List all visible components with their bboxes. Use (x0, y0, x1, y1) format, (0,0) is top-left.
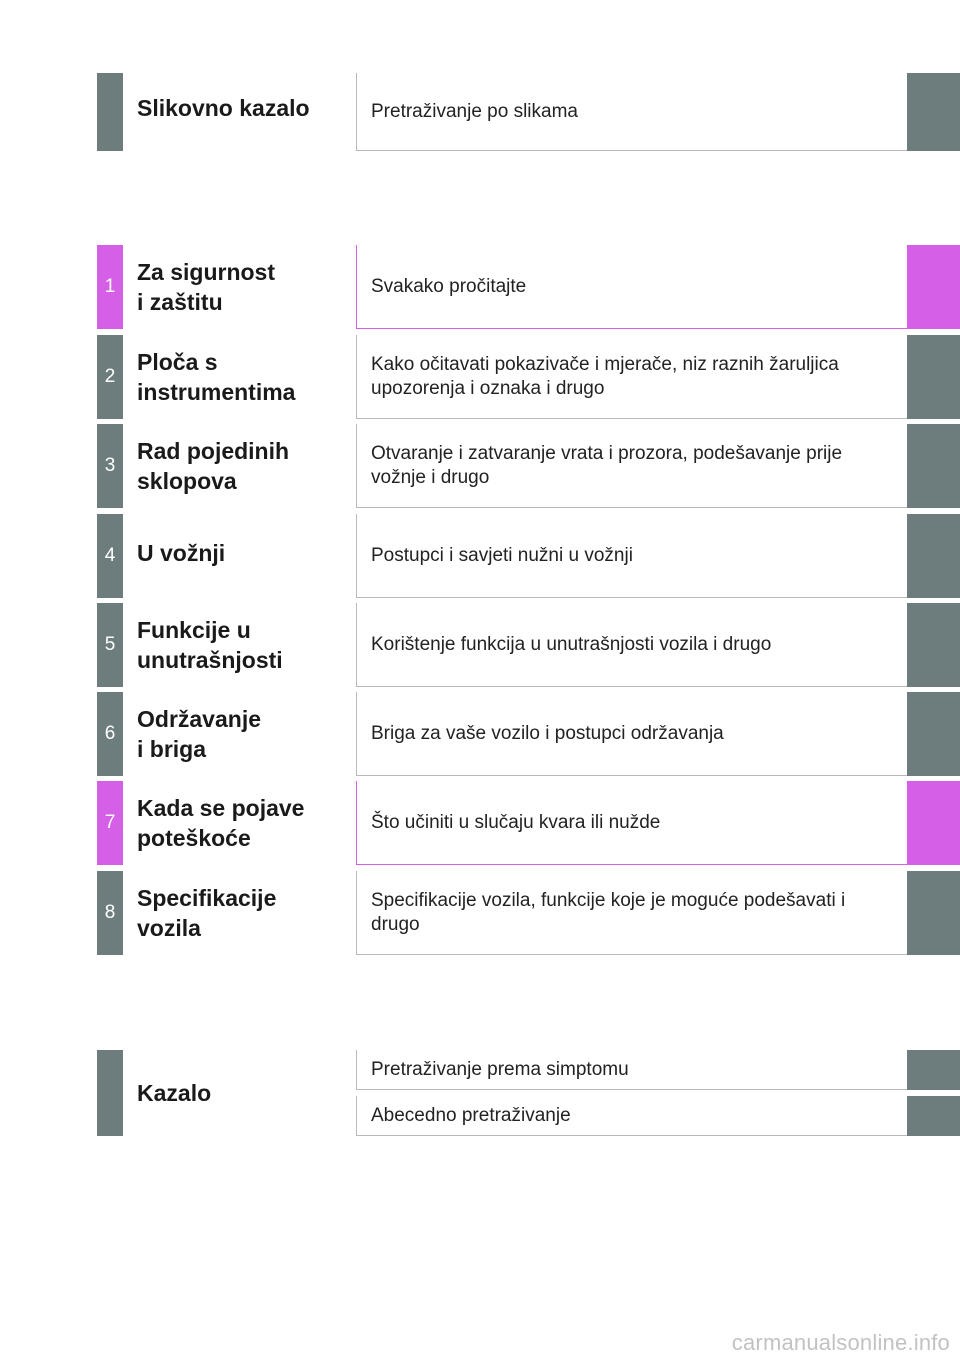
chapter-row-7[interactable] (97, 781, 960, 865)
chapter-row-6[interactable] (97, 692, 960, 776)
chapter-title: Funkcije u unutrašnjosti (137, 617, 283, 673)
chapter-title: Kada se pojave poteškoće (137, 795, 305, 851)
chapter-title: Specifikacije vozila (137, 885, 277, 941)
chapter-row-8[interactable] (97, 871, 960, 955)
index-item-label: Pretraživanje prema simptomu (356, 1050, 907, 1090)
chapter-right-tab[interactable] (907, 245, 960, 329)
picture-index-left-tab (97, 73, 123, 151)
chapter-number: 8 (97, 871, 123, 955)
watermark: carmanualsonline.info (731, 1330, 950, 1355)
chapter-right-tab[interactable] (907, 335, 960, 419)
chapter-right-tab[interactable] (907, 514, 960, 598)
chapter-row-1[interactable] (97, 245, 960, 329)
chapter-number: 7 (97, 781, 123, 865)
chapter-title: Ploča s instrumentima (137, 349, 296, 405)
chapter-title: Održavanje i briga (137, 706, 261, 762)
chapter-description: Postupci i savjeti nužni u vožnji (356, 514, 907, 598)
index-item-right-tab[interactable] (907, 1096, 960, 1136)
chapter-description: Otvaranje i zatvaranje vrata i prozora, podešavanje prije vožnje i drugo (356, 424, 907, 508)
index-item-label: Abecedno pretraživanje (356, 1096, 907, 1136)
chapter-title: U vožnji (137, 540, 226, 566)
picture-index-right-tab[interactable] (907, 73, 960, 151)
chapter-title: Za sigurnost i zaštitu (137, 259, 276, 315)
picture-index-title: Slikovno kazalo (137, 95, 310, 121)
chapter-row-4[interactable] (97, 514, 960, 598)
chapter-number: 4 (97, 514, 123, 598)
chapter-description: Kako očitavati pokazivače i mjerače, niz raznih žaruljica upozorenja i oznaka i drugo (356, 335, 907, 419)
chapter-number: 5 (97, 603, 123, 687)
chapter-right-tab[interactable] (907, 424, 960, 508)
picture-index-description: Pretraživanje po slikama (356, 73, 907, 151)
index-left-tab (97, 1050, 123, 1136)
chapter-description: Korištenje funkcija u unutrašnjosti vozila i drugo (356, 603, 907, 687)
chapter-description: Briga za vaše vozilo i postupci održavanja (356, 692, 907, 776)
chapter-number: 3 (97, 424, 123, 508)
chapter-right-tab[interactable] (907, 692, 960, 776)
chapter-description: Specifikacije vozila, funkcije koje je moguće podešavati i drugo (356, 871, 907, 955)
chapter-right-tab[interactable] (907, 603, 960, 687)
chapter-number: 6 (97, 692, 123, 776)
chapter-right-tab[interactable] (907, 781, 960, 865)
chapter-right-tab[interactable] (907, 871, 960, 955)
chapter-description: Svakako pročitajte (356, 245, 907, 329)
chapter-number: 2 (97, 335, 123, 419)
picture-index-row[interactable] (97, 73, 960, 151)
index-title: Kazalo (137, 1080, 212, 1106)
index-row (97, 1050, 960, 1136)
chapter-number: 1 (97, 245, 123, 329)
index-item-alphabetical[interactable] (356, 1096, 907, 1136)
chapter-description: Što učiniti u slučaju kvara ili nužde (356, 781, 907, 865)
chapter-row-3[interactable] (97, 424, 960, 508)
index-item-right-tab[interactable] (907, 1050, 960, 1090)
chapter-row-2[interactable] (97, 335, 960, 419)
chapter-row-5[interactable] (97, 603, 960, 687)
chapter-title: Rad pojedinih sklopova (137, 438, 290, 494)
index-item-symptom[interactable] (356, 1050, 907, 1090)
